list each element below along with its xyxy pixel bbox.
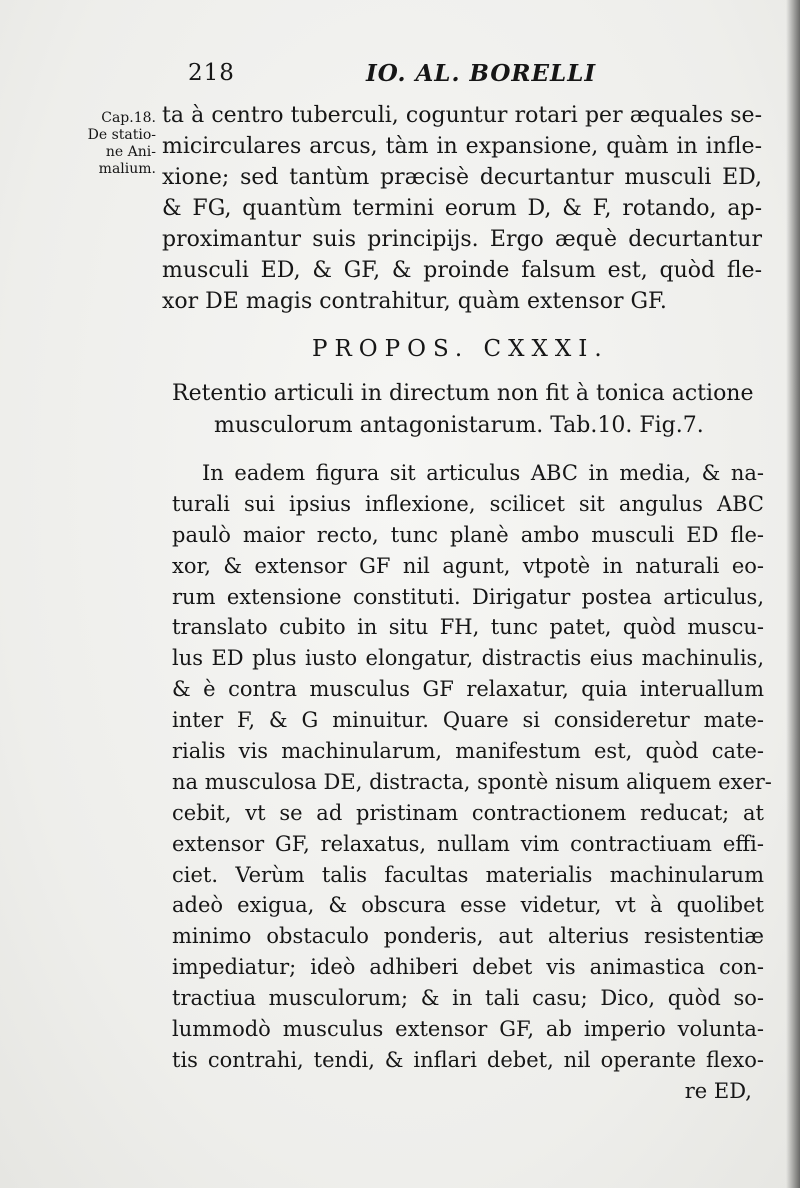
running-head <box>0 56 800 92</box>
page-edge-shadow <box>786 0 800 1188</box>
body-line: In eadem figura sit articulus ABC in media, & na- <box>202 461 764 485</box>
body-line: rialis vis machinularum, manifestum est, quòd cate- <box>172 739 764 764</box>
margin-note-line: ne Ani- <box>105 144 156 160</box>
body-line: minimo obstaculo ponderis, aut alterius resistentiæ <box>172 924 764 949</box>
text-line: & FG, quantùm termini eorum D, & F, rotando, ap- <box>162 196 762 221</box>
body-line: inter F, & G minuitur. Quare si consideretur mate- <box>172 708 764 733</box>
body-line: paulò maior recto, tunc planè ambo musculi ED fle- <box>172 522 764 547</box>
body-line: tis contrahi, tendi, & inflari debet, nil operante flexo- <box>172 1047 764 1072</box>
text-line: proximantur suis principijs. Ergo æquè decurtantur <box>162 227 762 252</box>
body-paragraph <box>172 458 772 1107</box>
margin-note-line: malium. <box>98 161 156 177</box>
summary-line: musculorum antagonistarum. Tab.10. Fig.7. <box>214 413 704 438</box>
page-number: 218 <box>188 60 235 86</box>
text-line: xione; sed tantùm præcisè decurtantur musculi ED, <box>162 165 762 190</box>
running-title: IO. AL. BORELLI <box>366 60 597 87</box>
margin-note <box>56 110 156 178</box>
proposition-heading: PROPOS. CXXXI. <box>312 336 609 362</box>
body-line: turali sui ipsius inflexione, scilicet sit angulus ABC <box>172 491 764 516</box>
text-line: musculi ED, & GF, & proinde falsum est, quòd fle- <box>162 258 762 283</box>
text-line: ta à centro tuberculi, coguntur rotari per æquales se- <box>162 103 762 128</box>
summary-line: Retentio articuli in directum non fit à tonica actione <box>172 381 754 406</box>
margin-note-line: Cap.18. <box>101 110 156 126</box>
body-line: translato cubito in situ FH, tunc patet, quòd muscu- <box>172 615 764 640</box>
body-line: adeò exigua, & obscura esse videtur, vt à quolibet <box>172 893 764 918</box>
text-line: xor DE magis contrahitur, quàm extensor GF. <box>162 289 667 314</box>
body-line: & è contra musculus GF relaxatur, quia interuallum <box>172 677 764 702</box>
text-line: micirculares arcus, tàm in expansione, quàm in infle- <box>162 134 762 159</box>
margin-note-line: De statio- <box>87 127 156 143</box>
catchword: re ED, <box>684 1078 752 1103</box>
body-line: lus ED plus iusto elongatur, distractis eius machinulis, <box>172 646 764 671</box>
body-line: tractiua musculorum; & in tali casu; Dico, quòd so- <box>172 986 764 1011</box>
body-line: impediatur; ideò adhiberi debet vis animastica con- <box>172 955 764 980</box>
body-line: na musculosa DE, distracta, spontè nisum aliquem exer- <box>172 769 772 794</box>
body-line: extensor GF, relaxatus, nullam vim contractiuam effi- <box>172 831 764 856</box>
body-line: rum extensione constituti. Dirigatur postea articulus, <box>172 584 764 609</box>
body-line: lummodò musculus extensor GF, ab imperio volunta- <box>172 1017 764 1042</box>
continuation-paragraph <box>162 100 762 317</box>
proposition-summary <box>172 378 754 442</box>
body-line: xor, & extensor GF nil agunt, vtpotè in naturali eo- <box>172 553 764 578</box>
body-line: cebit, vt se ad pristinam contractionem reducat; at <box>172 800 764 825</box>
body-line: ciet. Verùm talis facultas materialis machinularum <box>172 862 764 887</box>
